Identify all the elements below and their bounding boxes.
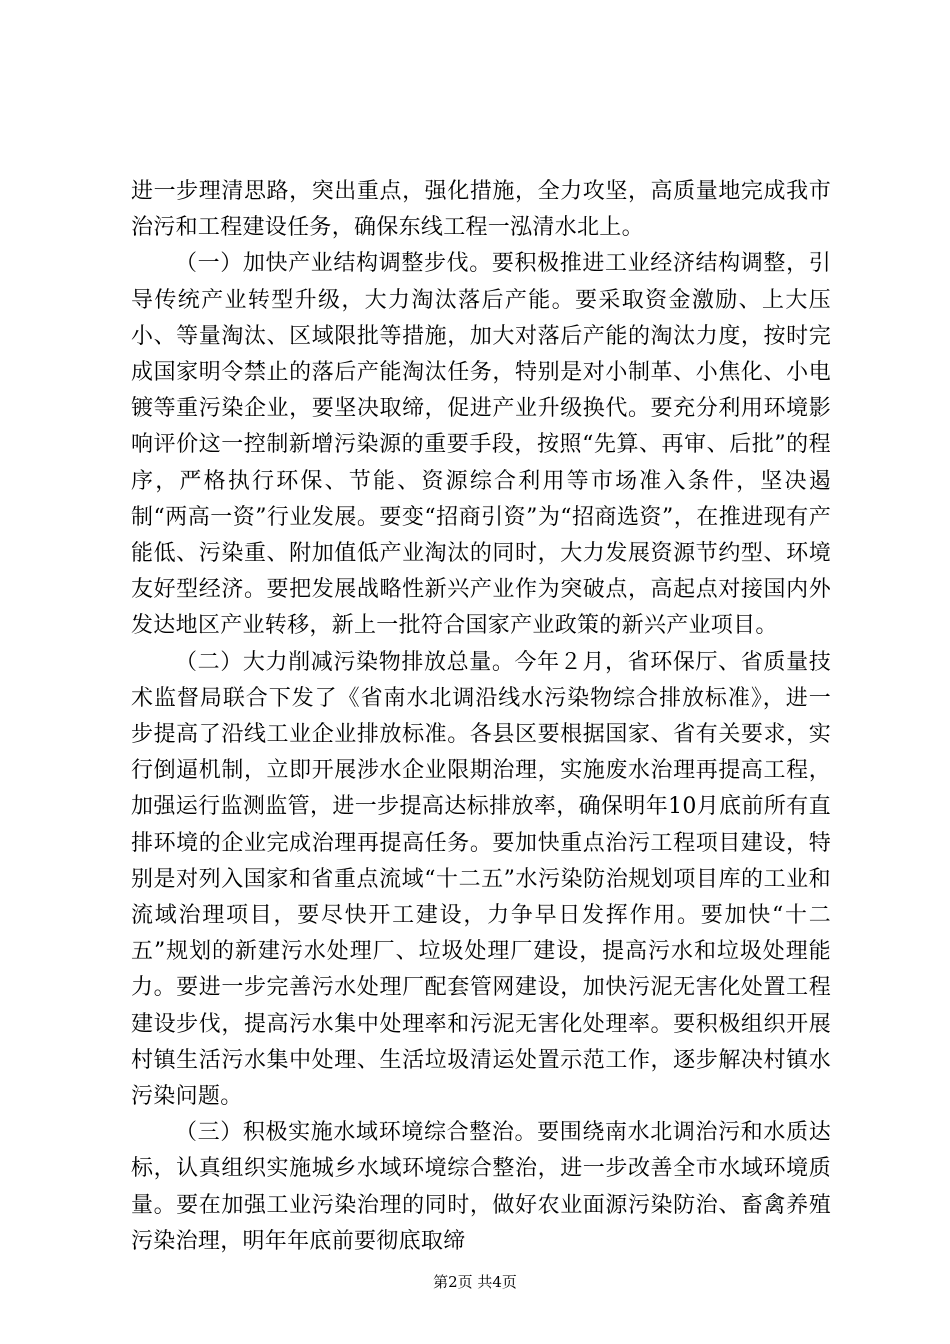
paragraph-emission-reduction: （二）大力削减污染物排放总量。今年２月，省环保厅、省质量技术监督局联合下发了《省南水北调沿线水污染物综合排放标准》，进一步提高了沿线工业企业排放标准。各县区要根据国家、省有关要求，实行倒逼机制，立即开展涉水企业限期治理，实施废水治理再提高工程，加强运行监测监管，进一步提高达标排放率，确保明年10月底前所有直排环境的企业完成治理再提高任务。要加快重点治污工程项目建设，特别是对列入国家和省重点流域“十二五”水污染防治规划项目库的工业和流域治理项目，要尽快开工建设，力争早日发挥作用。要加快“十二五”规划的新建污水处理厂、垃圾处理厂建设，提高污水和垃圾处理能力。要进一步完善污水处理厂配套管网建设，加快污泥无害化处置工程建设步伐，提高污水集中处理率和污泥无害化处理率。要积极组织开展村镇生活污水集中处理、生活垃圾清运处置示范工作，逐步解决村镇水污染问题。 [131,649,831,1110]
paragraph-industrial-restructuring: （一）加快产业结构调整步伐。要积极推进工业经济结构调整，引导传统产业转型升级，大力淘汰落后产能。要采取资金激励、上大压小、等量淘汰、区域限批等措施，加大对落后产能的淘汰力度，按时完成国家明令禁止的落后产能淘汰任务，特别是对小制革、小焦化、小电镀等重污染企业，要坚决取缔，促进产业升级换代。要充分利用环境影响评价这一控制新增污染源的重要手段，按照“先算、再审、后批”的程序，严格执行环保、节能、资源综合利用等市场准入条件，坚决遏制“两高一资”行业发展。要变“招商引资”为“招商选资”，在推进现有产能低、污染重、附加值低产业淘汰的同时，大力发展资源节约型、环境友好型经济。要把发展战略性新兴产业作为突破点，高起点对接国内外发达地区产业转移，新上一批符合国家产业政策的新兴产业项目。 [131,251,831,639]
paragraph-water-environment: （三）积极实施水域环境综合整治。要围绕南水北调治污和水质达标，认真组织实施城乡水域环境综合整治，进一步改善全市水域环境质量。要在加强工业污染治理的同时，做好农业面源污染防治、畜禽养殖污染治理，明年年底前要彻底取缔 [131,1120,831,1254]
page-footer: 第2页 共4页 [433,1273,517,1291]
paragraph-continuation: 进一步理清思路，突出重点，强化措施，全力攻坚，高质量地完成我市治污和工程建设任务，确保东线工程一泓清水北上。 [131,179,831,241]
document-body [131,174,831,1260]
